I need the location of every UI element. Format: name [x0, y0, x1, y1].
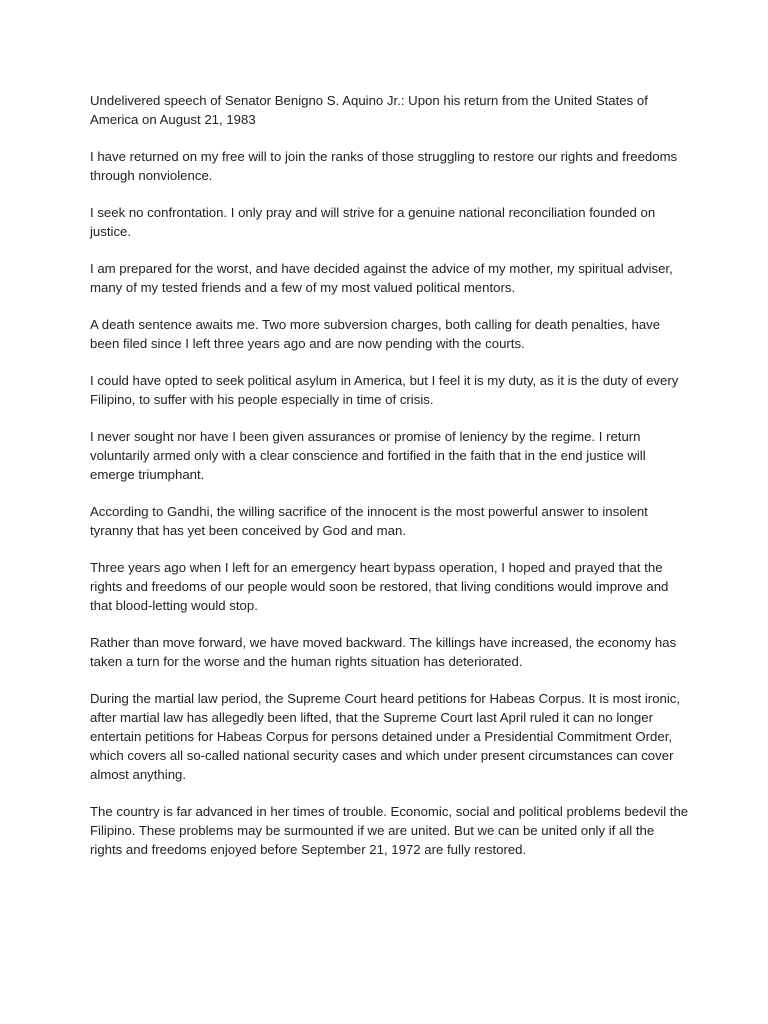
paragraph: I never sought nor have I been given assurances or promise of leniency by the regime. I return voluntarily armed only with a clear conscience and fortified in the faith that in the end justice will emerge triumphant. [90, 429, 646, 482]
paragraph: I am prepared for the worst, and have decided against the advice of my mother, my spiritual adviser, many of my tested friends and a few of my most valued political mentors. [90, 261, 673, 295]
paragraph: The country is far advanced in her times of trouble. Economic, social and political problems bedevil the Filipino. These problems may be surmounted if we are united. But we can be united only if all the rights and freedoms enjoyed before September 21, 1972 are fully restored. [90, 804, 689, 857]
paragraph: I could have opted to seek political asylum in America, but I feel it is my duty, as it is the duty of every Filipino, to suffer with his people especially in time of crisis. [90, 373, 679, 407]
document-body [90, 91, 690, 877]
paragraph: A death sentence awaits me. Two more subversion charges, both calling for death penalties, have been filed since I left three years ago and are now pending with the courts. [90, 317, 661, 351]
paragraph: During the martial law period, the Supreme Court heard petitions for Habeas Corpus. It is most ironic, after martial law has allegedly been lifted, that the Supreme Court last April ruled it can no longer entertain petitions for Habeas Corpus for persons detained under a Presidential Commitment Order, which covers all so-called national security cases and which under present circumstances can cover almost anything. [90, 691, 681, 782]
paragraph: Three years ago when I left for an emergency heart bypass operation, I hoped and prayed that the rights and freedoms of our people would soon be restored, that living conditions would improve and that blood-letting would stop. [90, 560, 669, 613]
paragraph: According to Gandhi, the willing sacrifice of the innocent is the most powerful answer to insolent tyranny that has yet been conceived by God and man. [90, 504, 648, 538]
speech-heading: Undelivered speech of Senator Benigno S. Aquino Jr.: Upon his return from the United States of America on August 21, 1983 [90, 93, 648, 127]
paragraph: I seek no confrontation. I only pray and will strive for a genuine national reconciliation founded on justice. [90, 205, 656, 239]
paragraph: Rather than move forward, we have moved backward. The killings have increased, the economy has taken a turn for the worse and the human rights situation has deteriorated. [90, 635, 677, 669]
paragraph: I have returned on my free will to join the ranks of those struggling to restore our rights and freedoms through nonviolence. [90, 149, 678, 183]
